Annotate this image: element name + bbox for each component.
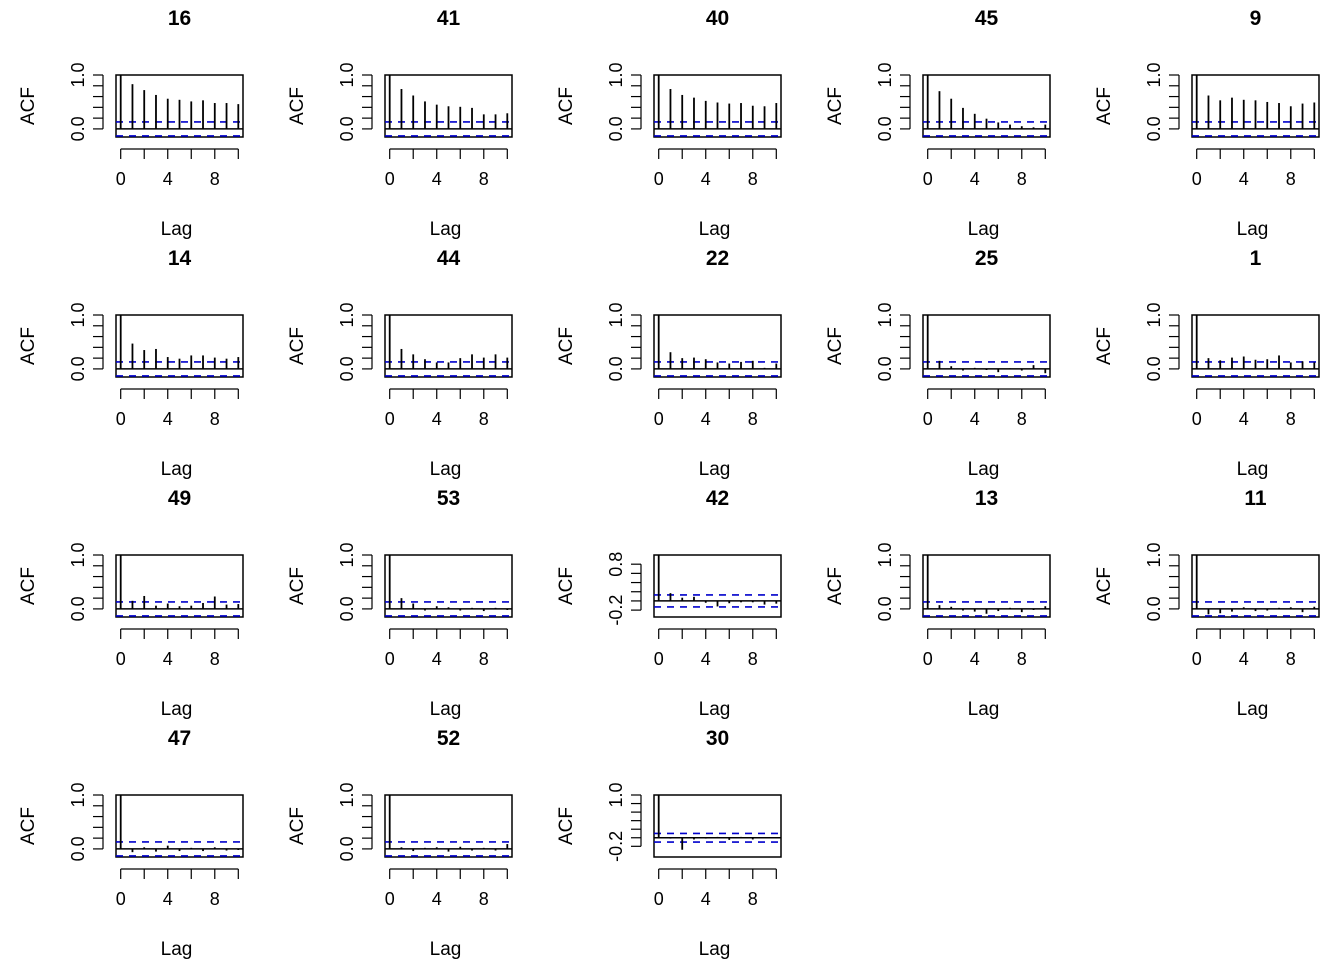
acf-panel-14	[18, 247, 243, 480]
x-tick-label: 8	[478, 409, 489, 429]
acf-panel-44	[287, 247, 512, 480]
acf-panel-49	[18, 487, 243, 720]
plot-box	[116, 795, 243, 857]
y-tick-label: 1.0	[337, 62, 357, 88]
x-tick-label: 8	[1285, 409, 1296, 429]
panel-title: 16	[167, 7, 192, 30]
x-tick-label: 0	[653, 169, 664, 189]
x-axis-label: Lag	[429, 699, 462, 720]
y-axis-label: ACF	[825, 567, 846, 605]
x-axis-label: Lag	[967, 219, 1000, 240]
x-tick-label: 4	[431, 169, 442, 189]
x-axis-label: Lag	[698, 459, 731, 480]
x-tick-label: 8	[1285, 649, 1296, 669]
x-tick-label: 4	[162, 889, 173, 909]
y-axis-label: ACF	[287, 327, 308, 365]
x-tick-label: 4	[431, 649, 442, 669]
y-axis-label: ACF	[18, 807, 39, 845]
plot-box	[654, 795, 781, 857]
y-axis-label: ACF	[556, 567, 577, 605]
panel-title: 47	[167, 727, 192, 750]
x-tick-label: 8	[478, 169, 489, 189]
y-tick-label: 0.0	[337, 116, 357, 142]
y-axis-label: ACF	[287, 807, 308, 845]
y-tick-label: -0.2	[606, 594, 626, 626]
x-tick-label: 8	[747, 409, 758, 429]
x-tick-label: 4	[162, 649, 173, 669]
y-tick-label: 1.0	[606, 62, 626, 88]
panel-title: 42	[705, 487, 730, 510]
x-tick-label: 0	[922, 169, 933, 189]
x-axis-label: Lag	[429, 939, 462, 960]
acf-panel-53	[287, 487, 512, 720]
x-tick-label: 0	[1191, 409, 1202, 429]
plot-box	[923, 555, 1050, 617]
panel-title: 49	[167, 487, 192, 510]
x-tick-label: 0	[653, 409, 664, 429]
x-tick-label: 8	[1016, 169, 1027, 189]
y-tick-label: 0.0	[606, 356, 626, 382]
panel-title: 11	[1244, 487, 1267, 510]
y-tick-label: 0.0	[68, 356, 88, 382]
acf-panel-25	[825, 247, 1050, 480]
y-axis-label: ACF	[556, 327, 577, 365]
y-tick-label: -0.2	[606, 830, 626, 862]
y-tick-label: 1.0	[68, 62, 88, 88]
y-tick-label: 1.0	[337, 782, 357, 808]
y-tick-label: 1.0	[875, 62, 895, 88]
x-axis-label: Lag	[698, 939, 731, 960]
y-axis-label: ACF	[18, 87, 39, 125]
y-tick-label: 0.0	[337, 596, 357, 622]
acf-panel-13	[825, 487, 1050, 720]
x-tick-label: 8	[1016, 649, 1027, 669]
panel-title: 40	[705, 7, 730, 30]
x-axis-label: Lag	[429, 219, 462, 240]
x-axis-label: Lag	[160, 699, 193, 720]
y-axis-label: ACF	[1094, 327, 1115, 365]
x-tick-label: 8	[747, 649, 758, 669]
y-tick-label: 1.0	[337, 542, 357, 568]
panel-title: 44	[436, 247, 461, 270]
x-tick-label: 0	[922, 649, 933, 669]
x-tick-label: 0	[384, 889, 395, 909]
x-tick-label: 8	[747, 889, 758, 909]
x-axis-label: Lag	[1236, 459, 1269, 480]
panel-title: 25	[974, 247, 999, 270]
x-axis-label: Lag	[429, 459, 462, 480]
x-tick-label: 0	[384, 409, 395, 429]
acf-panel-30	[556, 727, 781, 960]
x-tick-label: 0	[115, 649, 126, 669]
x-axis-label: Lag	[160, 459, 193, 480]
y-tick-label: 1.0	[606, 782, 626, 808]
x-tick-label: 4	[969, 409, 980, 429]
acf-panel-22	[556, 247, 781, 480]
y-tick-label: 1.0	[1144, 62, 1164, 88]
x-tick-label: 0	[653, 649, 664, 669]
acf-panel-45	[825, 7, 1050, 240]
x-tick-label: 0	[384, 649, 395, 669]
x-tick-label: 0	[115, 169, 126, 189]
x-tick-label: 8	[747, 169, 758, 189]
x-tick-label: 4	[700, 169, 711, 189]
plot-box	[1192, 555, 1319, 617]
x-axis-label: Lag	[160, 219, 193, 240]
plot-box	[385, 795, 512, 857]
panel-title: 1	[1249, 247, 1262, 270]
y-tick-label: 0.0	[1144, 116, 1164, 142]
y-tick-label: 0.0	[1144, 356, 1164, 382]
y-axis-label: ACF	[287, 87, 308, 125]
y-tick-label: 1.0	[606, 302, 626, 328]
y-tick-label: 0.8	[606, 551, 626, 577]
x-tick-label: 4	[431, 889, 442, 909]
panel-title: 9	[1249, 7, 1262, 30]
x-tick-label: 8	[209, 169, 220, 189]
acf-panel-52	[287, 727, 512, 960]
panel-title: 52	[436, 727, 461, 750]
y-tick-label: 0.0	[1144, 596, 1164, 622]
y-axis-label: ACF	[18, 327, 39, 365]
acf-panel-11	[1094, 487, 1319, 720]
y-axis-label: ACF	[556, 807, 577, 845]
x-tick-label: 0	[1191, 649, 1202, 669]
x-tick-label: 8	[478, 649, 489, 669]
x-tick-label: 0	[384, 169, 395, 189]
y-tick-label: 0.0	[875, 596, 895, 622]
x-tick-label: 4	[431, 409, 442, 429]
y-axis-label: ACF	[1094, 87, 1115, 125]
y-tick-label: 1.0	[68, 302, 88, 328]
plot-box	[923, 315, 1050, 377]
x-axis-label: Lag	[967, 699, 1000, 720]
x-tick-label: 4	[1238, 409, 1249, 429]
y-axis-label: ACF	[825, 87, 846, 125]
panel-title: 22	[705, 247, 730, 270]
y-tick-label: 1.0	[337, 302, 357, 328]
y-tick-label: 0.0	[875, 116, 895, 142]
acf-panel-40	[556, 7, 781, 240]
x-tick-label: 0	[653, 889, 664, 909]
acf-panel-9	[1094, 7, 1319, 240]
x-tick-label: 4	[969, 649, 980, 669]
y-axis-label: ACF	[1094, 567, 1115, 605]
y-tick-label: 1.0	[1144, 542, 1164, 568]
y-tick-label: 0.0	[68, 596, 88, 622]
x-axis-label: Lag	[1236, 699, 1269, 720]
y-tick-label: 0.0	[606, 116, 626, 142]
x-tick-label: 0	[922, 409, 933, 429]
x-tick-label: 4	[969, 169, 980, 189]
y-axis-label: ACF	[825, 327, 846, 365]
x-tick-label: 0	[115, 409, 126, 429]
y-tick-label: 0.0	[68, 116, 88, 142]
y-tick-label: 0.0	[337, 836, 357, 862]
y-axis-label: ACF	[556, 87, 577, 125]
x-axis-label: Lag	[698, 219, 731, 240]
acf-panel-16	[18, 7, 243, 240]
x-tick-label: 4	[162, 409, 173, 429]
acf-panel-42	[556, 487, 781, 720]
panel-title: 14	[167, 247, 192, 270]
panel-title: 41	[436, 7, 461, 30]
acf-panel-47	[18, 727, 243, 960]
acf-panel-41	[287, 7, 512, 240]
x-axis-label: Lag	[160, 939, 193, 960]
x-tick-label: 4	[700, 889, 711, 909]
y-tick-label: 1.0	[875, 302, 895, 328]
x-tick-label: 4	[700, 409, 711, 429]
y-tick-label: 1.0	[68, 542, 88, 568]
x-tick-label: 0	[1191, 169, 1202, 189]
acf-panel-1	[1094, 247, 1319, 480]
x-tick-label: 8	[478, 889, 489, 909]
x-axis-label: Lag	[698, 699, 731, 720]
plot-box	[654, 555, 781, 617]
y-tick-label: 0.0	[68, 836, 88, 862]
x-axis-label: Lag	[967, 459, 1000, 480]
x-tick-label: 8	[209, 409, 220, 429]
y-tick-label: 1.0	[875, 542, 895, 568]
x-tick-label: 0	[115, 889, 126, 909]
y-tick-label: 0.0	[875, 356, 895, 382]
x-tick-label: 4	[162, 169, 173, 189]
x-tick-label: 8	[209, 889, 220, 909]
x-tick-label: 4	[700, 649, 711, 669]
x-axis-label: Lag	[1236, 219, 1269, 240]
panel-title: 30	[705, 727, 730, 750]
x-tick-label: 8	[1285, 169, 1296, 189]
y-axis-label: ACF	[18, 567, 39, 605]
panel-title: 13	[974, 487, 999, 510]
panel-title: 53	[436, 487, 461, 510]
y-tick-label: 1.0	[1144, 302, 1164, 328]
x-tick-label: 4	[1238, 649, 1249, 669]
panel-title: 45	[974, 7, 999, 30]
y-tick-label: 0.0	[337, 356, 357, 382]
x-tick-label: 8	[209, 649, 220, 669]
y-tick-label: 1.0	[68, 782, 88, 808]
y-axis-label: ACF	[287, 567, 308, 605]
x-tick-label: 8	[1016, 409, 1027, 429]
x-tick-label: 4	[1238, 169, 1249, 189]
